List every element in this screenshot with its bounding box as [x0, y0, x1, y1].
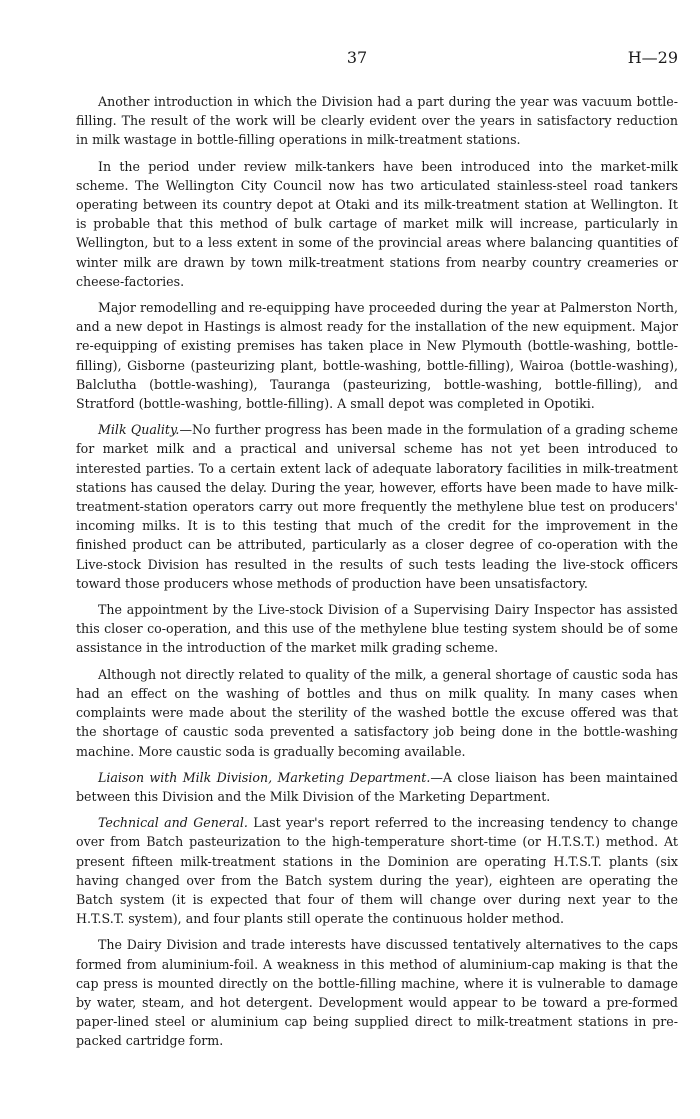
paragraph-text: Another introduction in which the Division had a part during the year was vacuum bottle-filling. The result of the work will be clearly evident over the years in satisfactory reduction in milk wastage in bottle-filling operations in milk-treatment stations. [76, 94, 678, 148]
paragraph-text: —No further progress has been made in the formulation of a grading scheme for market milk and a practical and universal scheme has not yet been introduced to interested parties. To a certain extent lack of adequate laboratory facilities in milk-treatment stations has caused the delay. During the year, however, efforts have been made to have milk-treatment-station operators carry out more frequently the methylene blue test on producers' incoming milks. It is to this testing that much of the credit for the improvement in the finished product can be attributed, particularly as a closer degree of co-operation with the Live-stock Division has resulted in the results of such tests leading the live-stock officers toward those producers whose methods of production have been unsatisfactory. [76, 422, 678, 591]
paragraph [76, 935, 678, 1050]
paragraph-text: The Dairy Division and trade interests have discussed tentatively alternatives to the caps formed from aluminium-foil. A weakness in this method of aluminium-cap making is that the cap press is mounted directly on the bottle-filling machine, where it is vulnerable to damage by water, steam, and hot detergent. Development would appear to be toward a pre-formed paper-lined steel or aluminium cap being supplied direct to milk-treatment stations in pre-packed cartridge form. [76, 937, 678, 1049]
paragraph-text: In the period under review milk-tankers have been introduced into the market-milk scheme. The Wellington City Council now has two articulated stainless-steel road tankers operating between its country depot at Otaki and its milk-treatment station at Wellington. It is probable that this method of bulk cartage of market milk will increase, particularly in Wellington, but to a less extent in some of the provincial areas where balancing quantities of winter milk are drawn by town milk-treatment stations from nearby country creameries or cheese-factories. [76, 158, 678, 289]
paragraph [76, 768, 678, 806]
body-text [76, 92, 678, 1058]
paragraph-heading: Technical and General. [98, 815, 248, 831]
paragraph-text: —A close liaison has been maintained between this Division and the Milk Division of the Marketing Department. [76, 769, 678, 804]
paragraph [76, 665, 678, 761]
paragraph [76, 420, 678, 593]
paragraph-heading: Liaison with Milk Division, Marketing Department. [98, 769, 431, 785]
document-reference: H—29 [627, 48, 678, 67]
paragraph [76, 298, 678, 413]
paragraph-text: The appointment by the Live-stock Division of a Supervising Dairy Inspector has assisted this closer co-operation, and this use of the methylene blue testing system should be of some assistance in the introduction of the market milk grading scheme. [76, 602, 678, 656]
paragraph-text: Major remodelling and re-equipping have proceeded during the year at Palmerston North, and a new depot in Hastings is almost ready for the installation of the new equipment. Major re-equipping of existing premises has taken place in New Plymouth (bottle-washing, bottle-filling), Gisborne (pasteurizing plant, bottle-washing, bottle-filling), Wairoa (bottle-washing), Balclutha (bottle-washing), Tauranga (pasteurizing, bottle-washing, bottle-filling), and Stratford (bottle-washing, bottle-filling). A small depot was completed in Opotiki. [76, 300, 678, 412]
paragraph-text: Last year's report referred to the increasing tendency to change over from Batch pasteurization to the high-temperature short-time (or H.T.S.T.) method. At present fifteen milk-treatment stations in the Dominion are operating H.T.S.T. plants (six having changed over from the Batch system during the year), eighteen are operating the Batch system (it is expected that four of them will change over during next year to the H.T.S.T. system), and four plants still operate the continuous holder method. [76, 815, 678, 927]
paragraph [76, 157, 678, 291]
paragraph [76, 600, 678, 658]
page-number: 37 [346, 48, 368, 67]
paragraph [76, 813, 678, 928]
paragraph [76, 92, 678, 150]
paragraph-text: Although not directly related to quality of the milk, a general shortage of caustic soda has had an effect on the washing of bottles and thus on milk quality. In many cases when complaints were made about the sterility of the washed bottle the excuse offered was that the shortage of caustic soda prevented a satisfactory job being done in the bottle-washing machine. More caustic soda is gradually becoming available. [76, 666, 678, 759]
paragraph-heading: Milk Quality. [98, 422, 180, 438]
page-header [76, 48, 678, 72]
